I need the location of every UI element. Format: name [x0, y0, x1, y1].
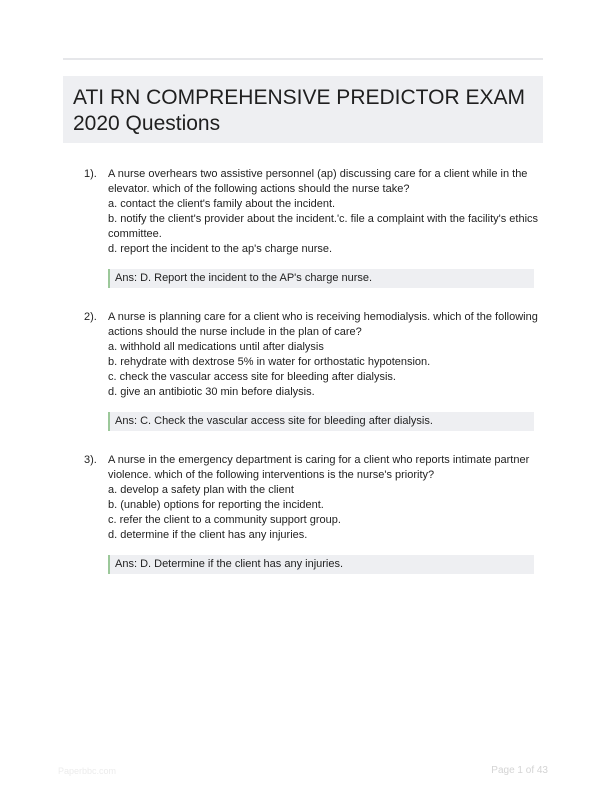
answer-box: Ans: C. Check the vascular access site for bleeding after dialysis.: [108, 412, 534, 431]
question-line: A nurse overhears two assistive personnel (ap) discussing care for a client while in the: [108, 168, 528, 180]
option-line: committee.: [108, 228, 162, 240]
question-text: [108, 310, 536, 400]
question-line: violence. which of the following interventions is the nurse's priority?: [108, 469, 435, 481]
option-line: a. withhold all medications until after dialysis: [108, 341, 324, 353]
option-line: a. develop a safety plan with the client: [108, 484, 294, 496]
document-title-box: [63, 76, 543, 143]
question-number: 1).: [84, 168, 97, 180]
answer-box: Ans: D. Report the incident to the AP's charge nurse.: [108, 269, 534, 288]
question-number: 2).: [84, 311, 97, 323]
question-text: [108, 167, 539, 257]
document-title-line-1: ATI RN COMPREHENSIVE PREDICTOR EXAM: [73, 86, 525, 109]
option-line: d. determine if the client has any injuries.: [108, 529, 308, 541]
question-line: A nurse is planning care for a client who is receiving hemodialysis. which of the following: [108, 311, 538, 323]
option-line: b. rehydrate with dextrose 5% in water for orthostatic hypotension.: [108, 356, 431, 368]
option-line: c. check the vascular access site for bleeding after dialysis.: [108, 371, 396, 383]
option-line: d. give an antibiotic 30 min before dialysis.: [108, 386, 315, 398]
page-number: Page 1 of 43: [491, 765, 548, 776]
option-line: b. (unable) options for reporting the incident.: [108, 499, 324, 511]
question-number: 3).: [84, 454, 97, 466]
question-line: elevator. which of the following actions should the nurse take?: [108, 183, 410, 195]
question-text: [108, 453, 536, 543]
footer-watermark: Paperbbc.com: [58, 766, 117, 776]
question-line: A nurse in the emergency department is caring for a client who reports intimate partner: [108, 454, 530, 466]
option-line: b. notify the client's provider about the incident.'c. file a complaint with the facility's ethics: [108, 213, 539, 225]
document-title-line-2: 2020 Questions: [73, 112, 221, 135]
top-divider: [63, 58, 543, 60]
question-line: actions should the nurse include in the plan of care?: [108, 326, 362, 338]
option-line: c. refer the client to a community support group.: [108, 514, 341, 526]
option-line: d. report the incident to the ap's charge nurse.: [108, 243, 333, 255]
question-1: [84, 167, 539, 288]
option-line: a. contact the client's family about the incident.: [108, 198, 336, 210]
question-3: [84, 453, 536, 574]
question-2: [84, 310, 536, 431]
answer-box: Ans: D. Determine if the client has any injuries.: [108, 555, 534, 574]
